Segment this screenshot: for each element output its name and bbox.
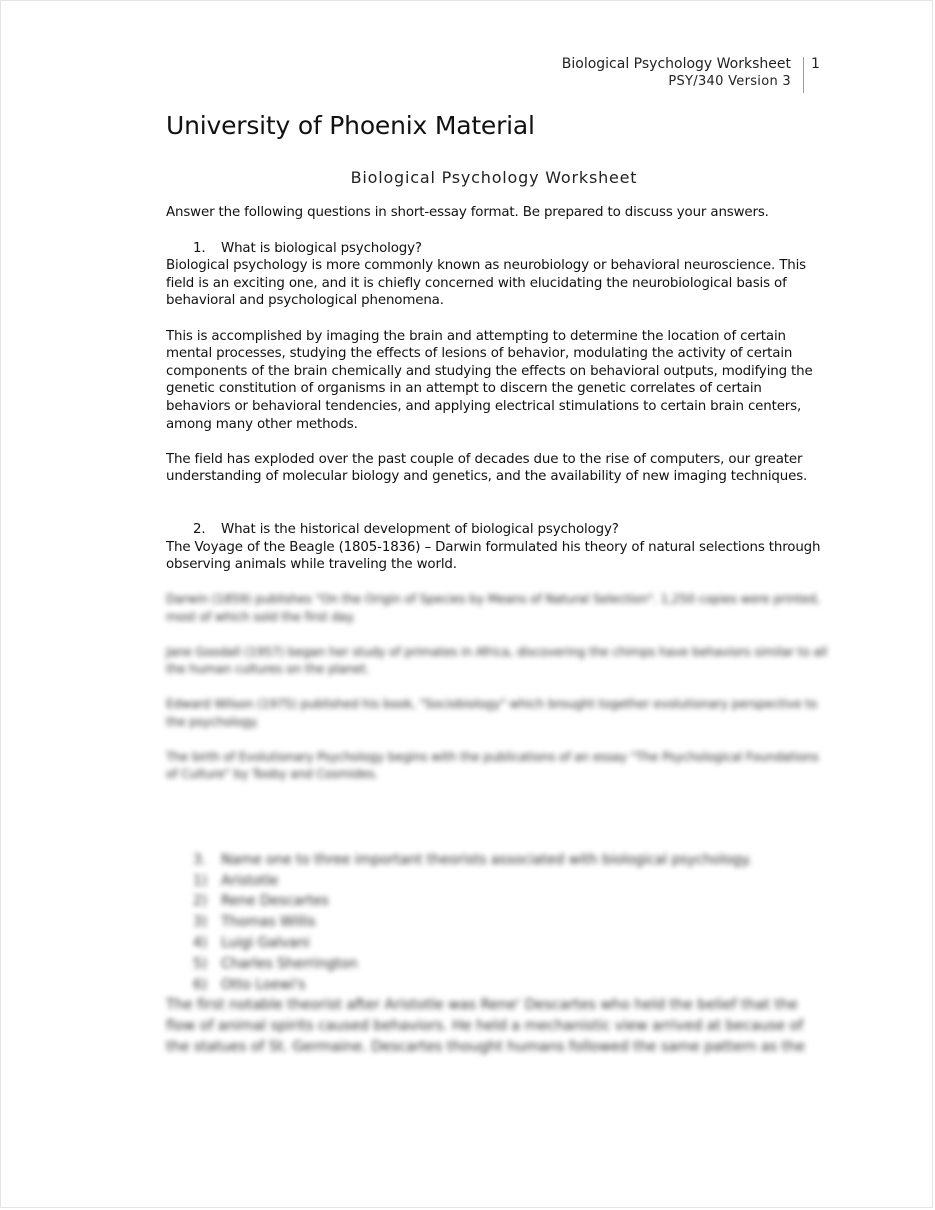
item-label: Luigi Galvani xyxy=(221,934,310,951)
item-number: 5) xyxy=(193,955,208,972)
item-label: Rene Descartes xyxy=(221,893,329,910)
blurred-preview xyxy=(166,591,830,784)
blurred-paragraph: Edward Wilson (1975) published his book, "Sociobiology" which brought together evolutionary perspective to the psychology. xyxy=(166,697,818,729)
answer-paragraph: This is accomplished by imaging the brain and attempting to determine the location of certain mental processes, studying the effects of lesions of behavior, modulating the activity of certain components of the brain chemically and studying the effects on behavioral outputs, modifying the genetic constitution of organisms in an attempt to discern the genetic correlates of certain behaviors or behavioral tendencies, and applying electrical stimulations to certain brain centers, among many other methods. xyxy=(166,328,813,432)
answer-paragraph: The Voyage of the Beagle (1805-1836) – Darwin formulated his theory of natural selections through observing animals while traveling the world. xyxy=(166,539,821,573)
document-body xyxy=(166,204,830,1057)
list-item xyxy=(193,912,830,933)
blurred-paragraph: Darwin (1859) publishes "On the Origin of Species by Means of Natural Selection". 1,250 copies were printed, most of which sold the first day. xyxy=(166,592,820,624)
item-number: 6) xyxy=(193,976,208,993)
instructions: Answer the following questions in short-essay format. Be prepared to discuss your answers. xyxy=(166,205,769,220)
list-item xyxy=(193,891,830,912)
list-item xyxy=(193,933,830,954)
question-3 xyxy=(193,850,830,871)
blurred-paragraph: Jane Goodall (1957) began her study of primates in Africa, discovering the chimps have behaviors similar to all the human cultures on the planet. xyxy=(166,644,828,677)
blurred-paragraph: The first notable theorist after Aristotle was Rene' Descartes who held the belief that the flow of animal spirits caused behaviors. He held a mechanistic view arrived at because of the statues of St. Germaine. Descartes thought humans followed the same pattern as the xyxy=(166,997,805,1055)
list-item xyxy=(193,975,830,996)
item-number: 3) xyxy=(193,914,208,931)
list-item xyxy=(193,871,830,892)
list-item xyxy=(193,954,830,975)
header-title: Biological Psychology Worksheet xyxy=(561,56,791,72)
header-course: PSY/340 Version 3 xyxy=(668,74,791,89)
page-number: 1 xyxy=(811,56,820,72)
question-number: 3. xyxy=(193,851,207,868)
item-number: 1) xyxy=(193,872,208,889)
item-label: Otto Loewi's xyxy=(221,976,306,993)
item-label: Aristotle xyxy=(221,872,279,889)
item-label: Charles Sherrington xyxy=(221,955,358,972)
institution-heading: University of Phoenix Material xyxy=(166,111,535,140)
answer-paragraph: The field has exploded over the past couple of decades due to the rise of computers, our greater understanding of molecular biology and genetics, and the availability of new imaging techniques. xyxy=(166,451,808,485)
item-number: 4) xyxy=(193,934,208,951)
item-number: 2) xyxy=(193,893,208,910)
question-1 xyxy=(166,240,830,258)
question-text: What is the historical development of biological psychology? xyxy=(221,521,619,537)
answer-paragraph: Biological psychology is more commonly known as neurobiology or behavioral neuroscience. This field is an exciting one, and it is chiefly concerned with elucidating the neurobiological basis of behavioral and psychological phenomena. xyxy=(166,258,806,309)
running-header xyxy=(562,56,791,90)
document-title: Biological Psychology Worksheet xyxy=(350,168,638,187)
blurred-question-3 xyxy=(166,850,830,996)
question-text: What is biological psychology? xyxy=(221,240,422,256)
question-text: Name one to three important theorists associated with biological psychology. xyxy=(221,851,752,868)
blurred-paragraph: The birth of Evolutionary Psychology begins with the publications of an essay "The Psychological Foundations of Culture" by Tooby and Cosmides. xyxy=(166,749,819,782)
item-label: Thomas Willis xyxy=(221,914,316,931)
question-number: 2. xyxy=(193,521,206,537)
header-divider xyxy=(803,57,804,93)
question-2 xyxy=(166,521,830,539)
question-number: 1. xyxy=(193,240,206,256)
